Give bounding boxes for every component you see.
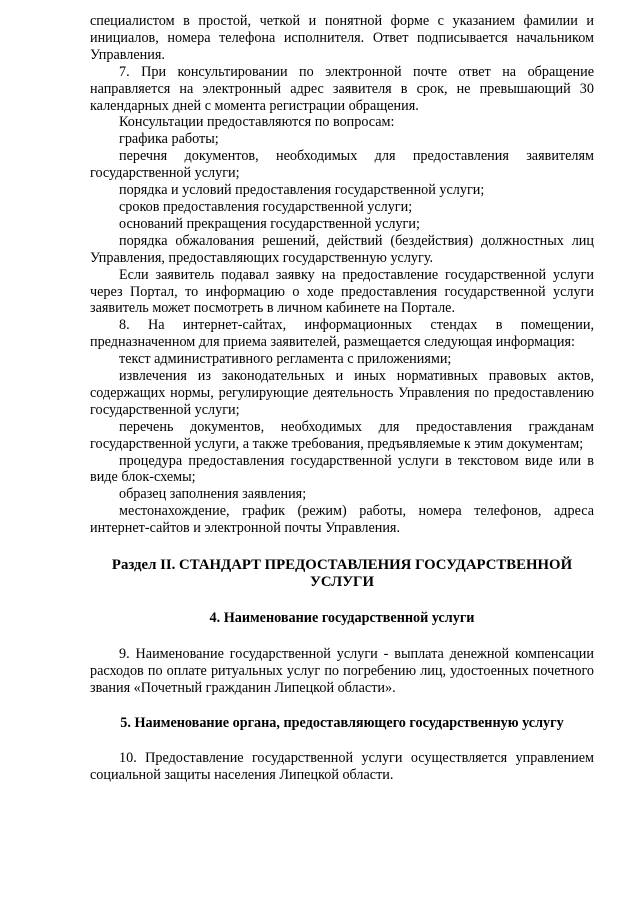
list-item: сроков предоставления государственной услуги; [119, 198, 413, 215]
paragraph-9: 9. Наименование государственной услуги - выплата денежной компенсации расходов по оплате ритуальных услуг по погребению лиц, удостоенных почетного звания «Почетный гражданин Липецкой области». [90, 645, 594, 696]
paragraph-10: 10. Предоставление государственной услуги осуществляется управлением социальной защиты населения Липецкой области. [90, 750, 594, 784]
list-item: местонахождение, график (режим) работы, номера телефонов, адреса интернет-сайтов и электронной почты Управления. [90, 503, 594, 537]
paragraph-portal: Если заявитель подавал заявку на предоставление государственной услуги через Портал, то информацию о ходе предоставления государственной услуги заявитель может посмотреть в личном кабинете на Портале. [90, 266, 594, 317]
subsection-heading-4: 4. Наименование государственной услуги [209, 609, 475, 626]
paragraph-7: 7. При консультировании по электронной почте ответ на обращение направляется на электронный адрес заявителя в срок, не превышающий 30 календарных дней с момента регистрации обращения. [90, 63, 594, 114]
paragraph-consultations-intro: Консультации предоставляются по вопросам: [119, 114, 395, 131]
list-item: графика работы; [119, 131, 219, 148]
list-item: порядка и условий предоставления государственной услуги; [119, 182, 485, 199]
paragraph-continuation: специалистом в простой, четкой и понятной форме с указанием фамилии и инициалов, номера телефона исполнителя. Ответ подписывается начальником Управления. [90, 13, 594, 63]
paragraph-8: 8. На интернет-сайтах, информационных стендах в помещении, предназначенном для приема заявителей, размещается следующая информация: [90, 317, 594, 351]
list-item: текст административного регламента с приложениями; [119, 351, 452, 368]
subsection-heading-5: 5. Наименование органа, предоставляющего государственную услугу [120, 714, 564, 731]
section-heading: Раздел II. СТАНДАРТ ПРЕДОСТАВЛЕНИЯ ГОСУДАРСТВЕННОЙ УСЛУГИ [111, 557, 573, 590]
list-item: извлечения из законодательных и иных нормативных правовых актов, содержащих нормы, регулирующие деятельность Управления по предоставлению государственной услуги; [90, 368, 594, 418]
list-item: перечень документов, необходимых для предоставления гражданам государственной услуги, а также требования, предъявляемые к этим документам; [90, 418, 594, 452]
list-item: оснований прекращения государственной услуги; [119, 215, 420, 232]
list-item: порядка обжалования решений, действий (бездействия) должностных лиц Управления, предоставляющих государственную услугу. [90, 232, 594, 266]
list-item: перечня документов, необходимых для предоставления заявителям государственной услуги; [90, 148, 594, 182]
document-page [90, 13, 594, 784]
list-item: образец заполнения заявления; [119, 486, 307, 503]
list-item: процедура предоставления государственной услуги в текстовом виде или в виде блок-схемы; [90, 452, 594, 486]
